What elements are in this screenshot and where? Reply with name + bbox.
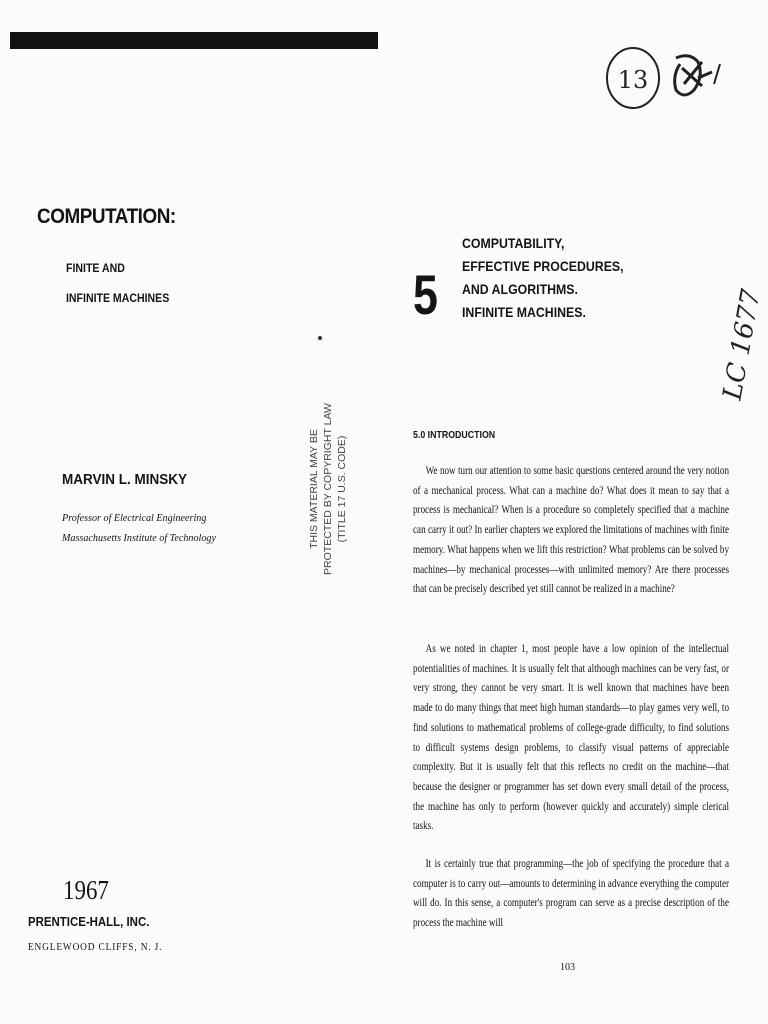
paragraph-1-text: We now turn our attention to some basic questions centered around the very notion of a mechanical process. What can a machine do? What does it mean to say that a process is mechanical? When is a procedure so completely specified that a machine can carry it out? In earlier chapters we explored the limitations of machines with finite memory. What happens when we lift this restriction? What problems can be solved by machines—by mechanical processes—with unlimited memory? Are there processes that can be precisely described yet still cannot be realized in a machine? xyxy=(413,465,729,596)
chapter-title-line1: COMPUTABILITY, xyxy=(462,235,565,251)
publisher-location: ENGLEWOOD CLIFFS, N. J. xyxy=(28,941,163,953)
stamp-line-1: THIS MATERIAL MAY BE xyxy=(308,429,320,549)
chapter-title-line3: AND ALGORITHMS. xyxy=(462,281,578,297)
chapter-number: 5 xyxy=(413,263,438,326)
publication-year: 1967 xyxy=(63,875,109,905)
body-paragraph-3 xyxy=(413,855,729,934)
handwritten-circled-number xyxy=(586,38,736,118)
paragraph-3-text: It is certainly true that programming—the job of specifying the procedure that a computer is to carry out—amounts to determining in advance everything the computer will do. In this sense, a computer's program can serve as a precise description of the process the machine will xyxy=(413,858,729,930)
author-affiliation-line1: Professor of Electrical Engineering xyxy=(62,512,207,524)
chapter-title-line2: EFFECTIVE PROCEDURES, xyxy=(462,258,624,274)
author-name: MARVIN L. MINSKY xyxy=(62,471,188,488)
section-heading: 5.0 INTRODUCTION xyxy=(413,430,496,441)
handwritten-margin-note xyxy=(717,278,767,414)
circled-number-text: 13 xyxy=(617,66,649,94)
chapter-title-line4: INFINITE MACHINES. xyxy=(462,304,586,320)
margin-note-text: LC 1677 xyxy=(717,287,767,403)
body-paragraph-1 xyxy=(413,462,729,600)
body-paragraph-2 xyxy=(413,640,729,837)
publisher-name: PRENTICE-HALL, INC. xyxy=(28,914,150,929)
paragraph-2-text: As we noted in chapter 1, most people have a low opinion of the intellectual potentialities of machines. It is usually felt that although machines can be very fast, or very strong, they cannot be very smart. It is well known that machines have been made to do many things that meet high human standards—to play games very well, to find solutions to mathematical problems of college-grade difficulty, to find solutions to difficult systems design problems, to classify visual patterns of appreciable complexity. But it is usually felt that this reflects no credit on the machine—that because the designer or programmer has set down every small detail of the process, the machine has only to perform (however quickly and accurately) simple clerical tasks. xyxy=(413,643,729,833)
speck-mark xyxy=(318,336,322,340)
book-subtitle-line2: INFINITE MACHINES xyxy=(66,291,170,305)
book-subtitle-line1: FINITE AND xyxy=(66,261,125,275)
stamp-line-3: (TITLE 17 U.S. CODE) xyxy=(336,435,348,543)
scan-border-bar xyxy=(10,32,378,49)
page-number: 103 xyxy=(560,962,575,973)
copyright-stamp xyxy=(305,379,381,599)
chapter-title xyxy=(462,232,624,324)
book-title: COMPUTATION: xyxy=(37,205,176,228)
stamp-line-2: PROTECTED BY COPYRIGHT LAW xyxy=(322,403,334,575)
author-affiliation-line2: Massachusetts Institute of Technology xyxy=(62,532,216,544)
